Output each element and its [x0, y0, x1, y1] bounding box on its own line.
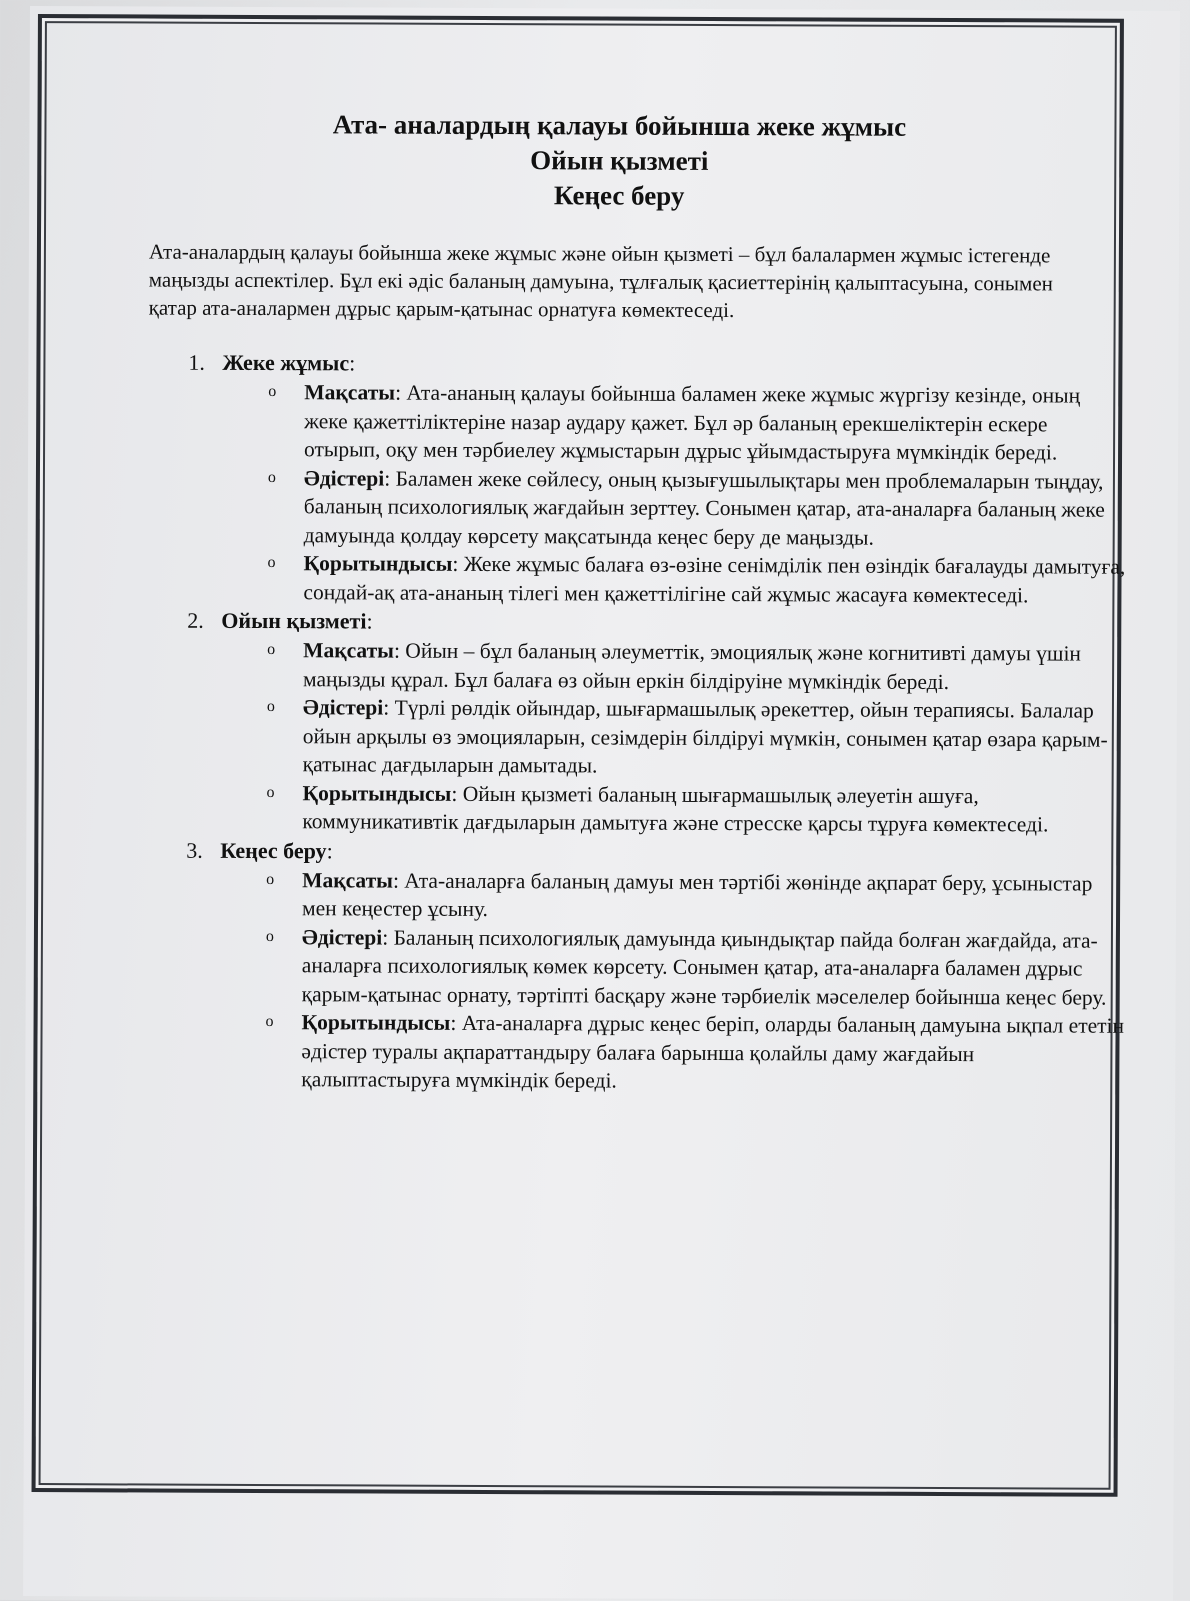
- section-3: [185, 835, 1126, 1097]
- section-title: Ойын қызметі: [221, 607, 367, 634]
- bullet-icon: o: [267, 554, 276, 572]
- item-text: [303, 693, 1127, 782]
- section-colon: :: [349, 350, 356, 376]
- item-body: : Ата-аналарға баланың дамуы мен тәртібі жөнінде ақпарат беру, ұсыныстар мен кеңестер ұсыну.: [302, 868, 1093, 922]
- item-term: Қорытындысы: [302, 780, 452, 806]
- list-item: [267, 693, 1127, 782]
- item-term: Әдістері: [303, 465, 385, 491]
- list-item: [268, 464, 1128, 553]
- item-body: : Жеке жұмыс балаға өз-өзіне сенімділік пен өзіндік бағалауды дамытуға, сондай-ақ ата-ананың тілегі мен қажеттілігіне сай жұмыс жасауға көмектеседі.: [303, 551, 1126, 607]
- item-term: Әдістері: [302, 695, 384, 720]
- section-number: 1.: [188, 349, 206, 375]
- item-text: [302, 923, 1126, 1012]
- bullet-icon: o: [267, 468, 276, 486]
- bullet-icon: o: [265, 1013, 274, 1031]
- bullet-icon: o: [268, 383, 277, 401]
- item-term: Қорытындысы: [303, 551, 453, 576]
- item-text: [303, 636, 1127, 697]
- section-number: 2.: [187, 607, 204, 633]
- item-text: [302, 866, 1126, 927]
- item-body: : Ойын қызметі баланың шығармашылық әлеуетін ашуға, коммуникативтік дағдыларын дамытуға және стресске қарсы тұруға көмектеседі.: [302, 781, 1049, 837]
- bullet-icon: o: [266, 698, 275, 716]
- section-heading: [188, 348, 1128, 382]
- title-line-3: Кеңес беру: [553, 180, 685, 211]
- section-colon: :: [366, 608, 373, 634]
- list-item: [266, 923, 1126, 1012]
- item-term: Әдістері: [301, 924, 383, 950]
- list-item: [266, 779, 1126, 840]
- title-line-2: Ойын қызметі: [530, 145, 709, 176]
- section-number: 3.: [186, 837, 203, 863]
- item-text: [303, 549, 1127, 610]
- item-body: : Баламен жеке сөйлесу, оның қызығушылықтары мен проблемаларын тыңдау, баланың психологиялық жағдайын зерттеу. Сонымен қатар, ата-аналарға баланың жеке дамуында қолдау көрсету мақсатында кеңес беру де маңызды.: [303, 466, 1105, 550]
- list-item: [266, 866, 1126, 927]
- item-body: : Баланың психологиялық дамуында қиындықтар пайда болған жағдайда, ата-аналарға психологиялық көмек көрсету. Сонымен қатар, ата-аналарға баламен дұрыс қарым-қатынас орнату, тәртіпті басқару және тәрбиелік мәселелер бойынша кеңес беру.: [301, 925, 1107, 1010]
- item-term: Мақсаты: [303, 638, 395, 663]
- document-content: [145, 107, 1129, 1098]
- item-term: Қорытындысы: [301, 1010, 451, 1035]
- section-colon: :: [326, 837, 333, 863]
- intro-paragraph: Ата-аналардың қалауы бойынша жеке жұмыс және ойын қызметі – бұл балалармен жұмыс істегенде маңызды аспектілер. Бұл екі әдіс баланың дамуына, тұлғалық қасиеттерінің қалыптасуына, сонымен қатар ата-аналармен дұрыс қарым-қатынас орнатуға көмектеседі.: [148, 239, 1053, 323]
- list-item: [267, 549, 1127, 610]
- bullet-icon: o: [266, 870, 275, 888]
- item-text: [302, 779, 1126, 840]
- item-body: : Ойын – бұл баланың әлеуметтік, эмоциялық және когнитивті дамуы үшін маңызды құрал. Бұл балаға өз ойын еркін білдіруіне мүмкіндік береді.: [303, 638, 1082, 694]
- bullet-icon: o: [265, 927, 274, 945]
- section-title-wrap: [222, 348, 355, 379]
- title-line-1: Ата- аналардың қалауы бойынша жеке жұмыс: [332, 109, 907, 142]
- section-title: Кеңес беру: [220, 837, 327, 863]
- item-term: Мақсаты: [302, 867, 394, 893]
- section-1: [187, 348, 1128, 610]
- item-text: [304, 464, 1128, 553]
- list-item: [265, 1008, 1125, 1097]
- item-term: Мақсаты: [304, 380, 396, 405]
- bullet-icon: o: [266, 783, 275, 801]
- section-title-wrap: [221, 606, 372, 637]
- bullet-icon: o: [267, 641, 276, 659]
- section-title-wrap: [220, 835, 333, 865]
- item-body: : Ата-ананың қалауы бойынша баламен жеке жұмыс жүргізу кезінде, оның жеке қажеттіліктеріне назар аудару қажет. Бұл әр баланың ерекшеліктерін ескере отырып, оқу мен тәрбиелеу жұмыстарын дұрыс ұйымдастыруға мүмкіндік береді.: [304, 380, 1081, 465]
- section-title: Жеке жұмыс: [222, 349, 350, 376]
- list-item: [267, 636, 1127, 697]
- section-heading: [187, 606, 1127, 640]
- paper-sheet: [23, 6, 1180, 1601]
- item-text: [304, 378, 1128, 467]
- section-heading: [186, 835, 1126, 869]
- item-text: [301, 1008, 1125, 1097]
- item-body: : Ата-аналарға дұрыс кеңес беріп, оларды баланың дамуына ықпал ететін әдістер туралы ақпараттандыру балаға барынша қолайлы даму жағдайын қалыптастыруға мүмкіндік береді.: [301, 1010, 1125, 1093]
- item-body: : Түрлі рөлдік ойындар, шығармашылық әрекеттер, ойын терапиясы. Балалар ойын арқылы өз эмоцияларын, сезімдерін білдіруі мүмкін, сонымен қатар өзара қарым-қатынас дағдыларын дамытады.: [302, 695, 1108, 778]
- section-2: [186, 606, 1127, 840]
- list-item: [268, 378, 1128, 467]
- title-block: [149, 107, 1089, 216]
